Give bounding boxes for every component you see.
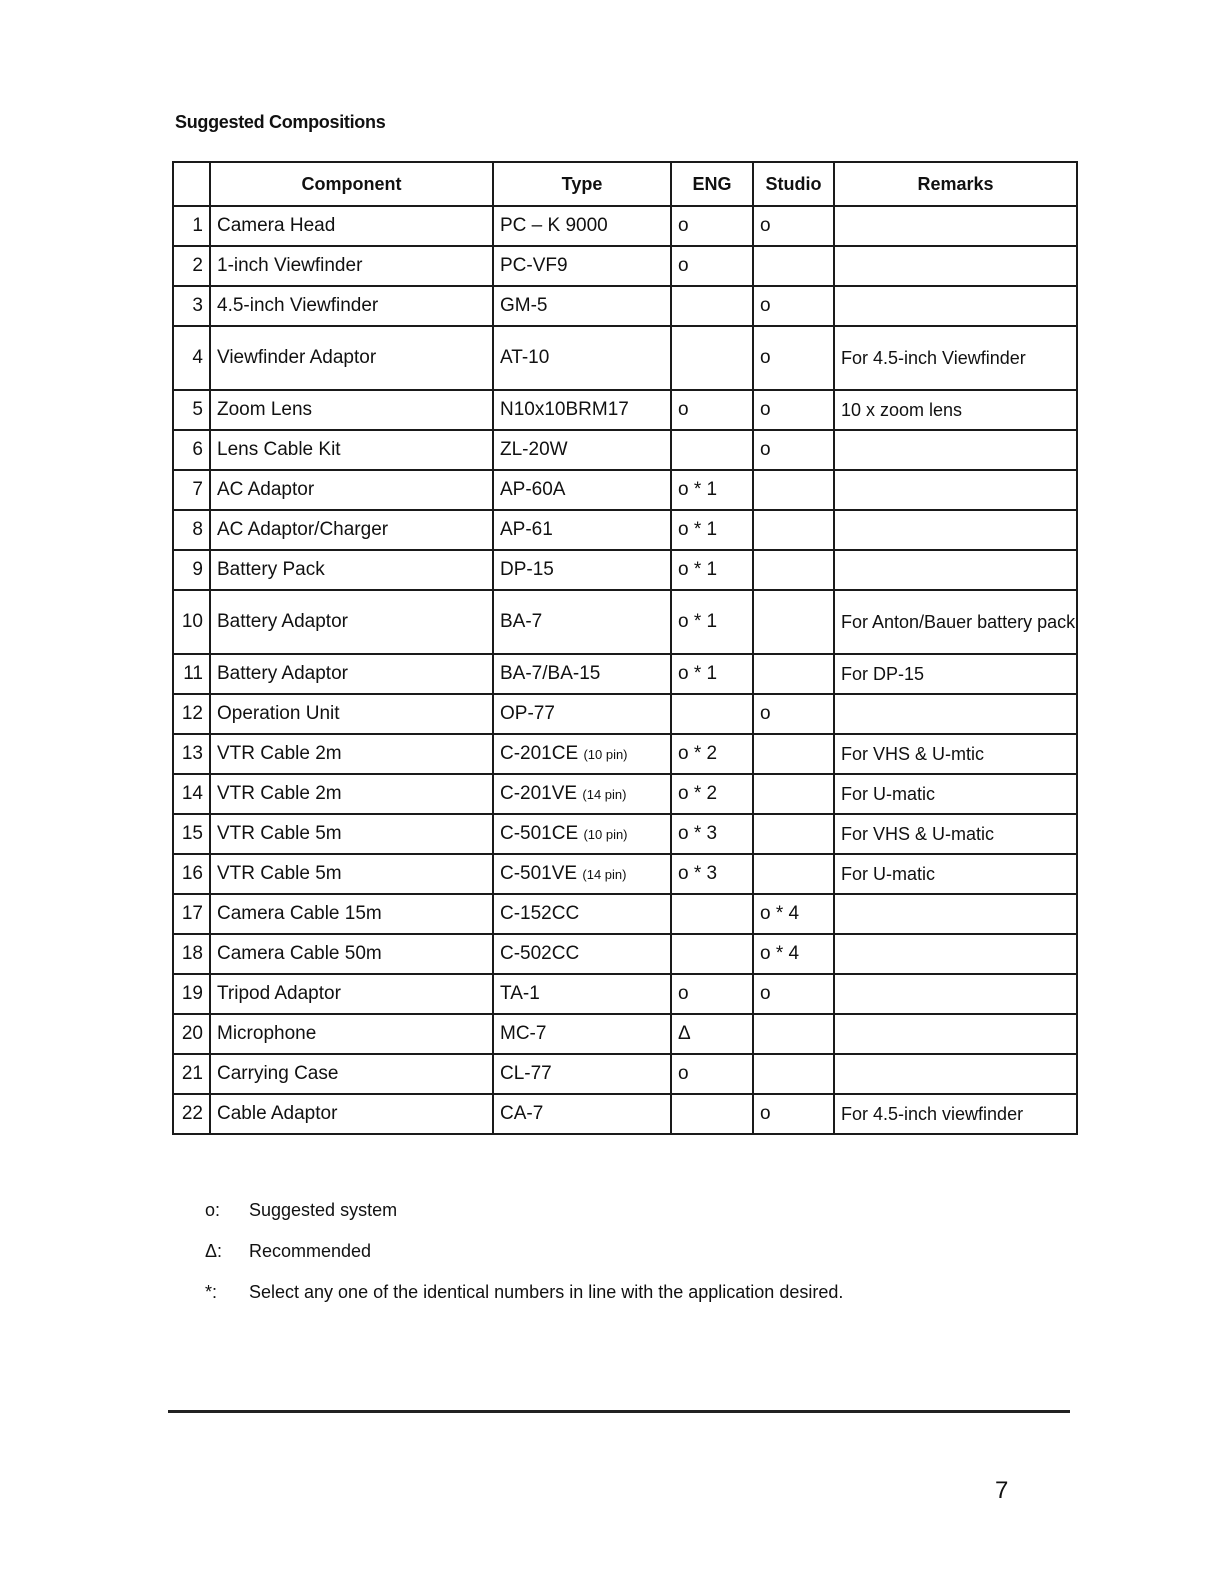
component-cell bbox=[210, 470, 493, 510]
eng-cell-text: o bbox=[678, 1063, 689, 1084]
eng-cell-text: o * 3 bbox=[678, 823, 718, 844]
remarks-cell-text: For U-matic bbox=[841, 863, 935, 884]
studio-cell bbox=[753, 1054, 834, 1094]
table-row bbox=[173, 974, 1077, 1014]
legend-text: Select any one of the identical numbers in line with the application desired. bbox=[249, 1282, 844, 1302]
component-cell bbox=[210, 246, 493, 286]
component-cell-text: Viewfinder Adaptor bbox=[217, 347, 377, 368]
component-cell bbox=[210, 854, 493, 894]
type-cell bbox=[493, 590, 671, 654]
eng-cell-text: o bbox=[678, 399, 689, 420]
type-cell bbox=[493, 470, 671, 510]
eng-cell bbox=[671, 246, 753, 286]
remarks-cell bbox=[834, 854, 1077, 894]
table-row bbox=[173, 470, 1077, 510]
type-cell bbox=[493, 246, 671, 286]
studio-cell-text: o bbox=[760, 703, 771, 724]
component-cell bbox=[210, 430, 493, 470]
component-cell-text: AC Adaptor bbox=[217, 479, 315, 500]
type-cell-text: C-201CE bbox=[500, 743, 579, 764]
header-component: Component bbox=[210, 162, 493, 206]
component-cell bbox=[210, 654, 493, 694]
remarks-cell-text: For U-matic bbox=[841, 783, 935, 804]
component-cell-text: Carrying Case bbox=[217, 1063, 339, 1084]
type-cell bbox=[493, 430, 671, 470]
row-number-text: 19 bbox=[181, 983, 203, 1004]
legend-symbol: o: bbox=[205, 1200, 221, 1220]
component-cell-text: 4.5-inch Viewfinder bbox=[217, 295, 379, 316]
remarks-cell bbox=[834, 894, 1077, 934]
row-number bbox=[173, 974, 210, 1014]
row-number-text: 10 bbox=[181, 611, 203, 632]
remarks-cell bbox=[834, 326, 1077, 390]
type-cell bbox=[493, 510, 671, 550]
remarks-cell bbox=[834, 654, 1077, 694]
component-cell-text: Tripod Adaptor bbox=[217, 983, 341, 1004]
row-number-text: 3 bbox=[192, 295, 203, 316]
studio-cell bbox=[753, 326, 834, 390]
legend-symbol: *: bbox=[205, 1282, 218, 1302]
studio-cell bbox=[753, 430, 834, 470]
component-cell-text: Operation Unit bbox=[217, 703, 340, 724]
type-cell-text: CL-77 bbox=[500, 1063, 552, 1084]
type-cell bbox=[493, 390, 671, 430]
row-number bbox=[173, 734, 210, 774]
table-row bbox=[173, 390, 1077, 430]
type-cell-text: OP-77 bbox=[500, 703, 555, 724]
type-cell bbox=[493, 550, 671, 590]
type-cell-text: PC – K 9000 bbox=[500, 215, 608, 236]
studio-cell bbox=[753, 1094, 834, 1134]
type-cell bbox=[493, 654, 671, 694]
component-cell bbox=[210, 590, 493, 654]
studio-cell bbox=[753, 470, 834, 510]
type-cell bbox=[493, 1014, 671, 1054]
pin-note: (10 pin) bbox=[583, 827, 628, 842]
eng-cell-text: Δ bbox=[678, 1023, 691, 1044]
table-row bbox=[173, 510, 1077, 550]
studio-cell bbox=[753, 854, 834, 894]
remarks-cell bbox=[834, 510, 1077, 550]
component-cell bbox=[210, 934, 493, 974]
remarks-cell bbox=[834, 470, 1077, 510]
component-cell bbox=[210, 774, 493, 814]
type-cell-text: ZL-20W bbox=[500, 439, 568, 460]
row-number bbox=[173, 694, 210, 734]
type-cell-text: CA-7 bbox=[500, 1103, 544, 1124]
row-number bbox=[173, 510, 210, 550]
row-number-text: 16 bbox=[181, 863, 203, 884]
legend-text: Recommended bbox=[249, 1241, 372, 1261]
studio-cell bbox=[753, 694, 834, 734]
type-cell-text: C-152CC bbox=[500, 903, 580, 924]
table-row bbox=[173, 654, 1077, 694]
component-cell bbox=[210, 974, 493, 1014]
row-number bbox=[173, 654, 210, 694]
studio-cell-text: o bbox=[760, 399, 771, 420]
type-cell bbox=[493, 1054, 671, 1094]
eng-cell-text: o * 2 bbox=[678, 783, 718, 804]
remarks-cell bbox=[834, 1014, 1077, 1054]
table-row bbox=[173, 694, 1077, 734]
row-number bbox=[173, 390, 210, 430]
component-cell-text: Battery Adaptor bbox=[217, 611, 348, 632]
type-cell-text: TA-1 bbox=[500, 983, 540, 1004]
type-cell bbox=[493, 814, 671, 854]
table-row bbox=[173, 934, 1077, 974]
remarks-cell bbox=[834, 430, 1077, 470]
component-cell bbox=[210, 206, 493, 246]
studio-cell bbox=[753, 814, 834, 854]
row-number bbox=[173, 814, 210, 854]
component-cell bbox=[210, 510, 493, 550]
eng-cell bbox=[671, 854, 753, 894]
row-number-text: 6 bbox=[192, 439, 203, 460]
row-number-text: 21 bbox=[181, 1063, 203, 1084]
component-cell-text: VTR Cable 2m bbox=[217, 783, 342, 804]
eng-cell bbox=[671, 934, 753, 974]
remarks-cell bbox=[834, 734, 1077, 774]
component-cell-text: Lens Cable Kit bbox=[217, 439, 341, 460]
component-cell bbox=[210, 894, 493, 934]
studio-cell bbox=[753, 654, 834, 694]
table-row bbox=[173, 326, 1077, 390]
studio-cell-text: o bbox=[760, 1103, 771, 1124]
type-cell-text: AP-60A bbox=[500, 479, 566, 500]
eng-cell bbox=[671, 1094, 753, 1134]
eng-cell bbox=[671, 206, 753, 246]
eng-cell bbox=[671, 734, 753, 774]
table-row bbox=[173, 590, 1077, 654]
remarks-cell-text: For 4.5-inch viewfinder bbox=[841, 1103, 1024, 1124]
component-cell-text: 1-inch Viewfinder bbox=[217, 255, 363, 276]
row-number bbox=[173, 246, 210, 286]
table-row bbox=[173, 550, 1077, 590]
type-cell bbox=[493, 286, 671, 326]
remarks-cell-text: For VHS & U-mtic bbox=[841, 743, 985, 764]
header-no bbox=[173, 162, 210, 206]
studio-cell bbox=[753, 774, 834, 814]
component-cell bbox=[210, 1094, 493, 1134]
legend-symbol: Δ: bbox=[205, 1241, 223, 1261]
row-number bbox=[173, 550, 210, 590]
pin-note: (14 pin) bbox=[582, 867, 627, 882]
studio-cell bbox=[753, 550, 834, 590]
row-number bbox=[173, 894, 210, 934]
studio-cell bbox=[753, 590, 834, 654]
eng-cell-text: o * 1 bbox=[678, 479, 718, 500]
eng-cell bbox=[671, 510, 753, 550]
remarks-cell bbox=[834, 934, 1077, 974]
row-number bbox=[173, 470, 210, 510]
row-number bbox=[173, 1054, 210, 1094]
eng-cell bbox=[671, 814, 753, 854]
row-number-text: 2 bbox=[192, 255, 203, 276]
table-row bbox=[173, 774, 1077, 814]
eng-cell-text: o bbox=[678, 255, 689, 276]
type-cell-text: MC-7 bbox=[500, 1023, 547, 1044]
eng-cell bbox=[671, 430, 753, 470]
row-number bbox=[173, 1014, 210, 1054]
row-number-text: 11 bbox=[183, 663, 203, 684]
type-cell-text: PC-VF9 bbox=[500, 255, 568, 276]
eng-cell bbox=[671, 470, 753, 510]
compositions-table bbox=[172, 161, 1078, 1135]
component-cell-text: Battery Adaptor bbox=[217, 663, 348, 684]
studio-cell-text: o bbox=[760, 295, 771, 316]
studio-cell bbox=[753, 286, 834, 326]
remarks-cell bbox=[834, 774, 1077, 814]
component-cell-text: Camera Cable 50m bbox=[217, 943, 382, 964]
eng-cell bbox=[671, 1054, 753, 1094]
table-row bbox=[173, 734, 1077, 774]
studio-cell bbox=[753, 734, 834, 774]
type-cell bbox=[493, 694, 671, 734]
studio-cell-text: o bbox=[760, 215, 771, 236]
row-number-text: 5 bbox=[192, 399, 203, 420]
remarks-cell-text: For Anton/Bauer battery pack bbox=[841, 611, 1076, 632]
remarks-cell bbox=[834, 206, 1077, 246]
remarks-cell-text: For 4.5-inch Viewfinder bbox=[841, 347, 1026, 368]
component-cell-text: AC Adaptor/Charger bbox=[217, 519, 389, 540]
component-cell-text: Zoom Lens bbox=[217, 399, 313, 420]
eng-cell bbox=[671, 694, 753, 734]
table-row bbox=[173, 814, 1077, 854]
type-cell-text: C-201VE bbox=[500, 783, 578, 804]
studio-cell-text: o * 4 bbox=[760, 903, 800, 924]
footer-rule bbox=[168, 1410, 1070, 1413]
component-cell bbox=[210, 1014, 493, 1054]
eng-cell bbox=[671, 1014, 753, 1054]
studio-cell bbox=[753, 974, 834, 1014]
studio-cell bbox=[753, 894, 834, 934]
table-row bbox=[173, 286, 1077, 326]
component-cell bbox=[210, 1054, 493, 1094]
eng-cell-text: o * 3 bbox=[678, 863, 718, 884]
eng-cell bbox=[671, 590, 753, 654]
table-row bbox=[173, 854, 1077, 894]
eng-cell bbox=[671, 326, 753, 390]
row-number-text: 14 bbox=[181, 783, 203, 804]
table-row bbox=[173, 894, 1077, 934]
row-number-text: 8 bbox=[192, 519, 203, 540]
component-cell-text: Camera Head bbox=[217, 215, 336, 236]
type-cell bbox=[493, 734, 671, 774]
type-cell bbox=[493, 1094, 671, 1134]
header-studio: Studio bbox=[753, 162, 834, 206]
type-cell-text: C-501CE bbox=[500, 823, 579, 844]
type-cell-text: BA-7 bbox=[500, 611, 543, 632]
remarks-cell bbox=[834, 814, 1077, 854]
table-row bbox=[173, 430, 1077, 470]
legend-item-select bbox=[205, 1282, 843, 1303]
type-cell-text: BA-7/BA-15 bbox=[500, 663, 601, 684]
type-cell-text: DP-15 bbox=[500, 559, 554, 580]
studio-cell-text: o bbox=[760, 439, 771, 460]
component-cell-text: VTR Cable 5m bbox=[217, 863, 342, 884]
remarks-cell-text: 10 x zoom lens bbox=[841, 399, 963, 420]
row-number-text: 15 bbox=[181, 823, 203, 844]
type-cell bbox=[493, 774, 671, 814]
studio-cell bbox=[753, 206, 834, 246]
component-cell-text: VTR Cable 2m bbox=[217, 743, 342, 764]
type-cell-text: AT-10 bbox=[500, 347, 550, 368]
type-cell-text: N10x10BRM17 bbox=[500, 399, 629, 420]
eng-cell-text: o * 1 bbox=[678, 519, 718, 540]
type-cell bbox=[493, 934, 671, 974]
pin-note: (14 pin) bbox=[582, 787, 627, 802]
studio-cell-text: o * 4 bbox=[760, 943, 800, 964]
header-eng: ENG bbox=[671, 162, 753, 206]
remarks-cell bbox=[834, 390, 1077, 430]
component-cell-text: VTR Cable 5m bbox=[217, 823, 342, 844]
pin-note: (10 pin) bbox=[583, 747, 628, 762]
studio-cell bbox=[753, 510, 834, 550]
eng-cell bbox=[671, 550, 753, 590]
table-row bbox=[173, 206, 1077, 246]
row-number bbox=[173, 934, 210, 974]
component-cell-text: Cable Adaptor bbox=[217, 1103, 338, 1124]
studio-cell-text: o bbox=[760, 347, 771, 368]
legend-text: Suggested system bbox=[249, 1200, 398, 1220]
table-row bbox=[173, 1054, 1077, 1094]
row-number-text: 20 bbox=[181, 1023, 203, 1044]
table-header-row bbox=[173, 162, 1077, 206]
row-number bbox=[173, 854, 210, 894]
row-number bbox=[173, 286, 210, 326]
type-cell-text: GM-5 bbox=[500, 295, 548, 316]
row-number-text: 1 bbox=[192, 215, 203, 236]
component-cell-text: Battery Pack bbox=[217, 559, 325, 580]
type-cell bbox=[493, 894, 671, 934]
table-row bbox=[173, 1014, 1077, 1054]
eng-cell bbox=[671, 974, 753, 1014]
row-number-text: 22 bbox=[181, 1103, 203, 1124]
component-cell bbox=[210, 286, 493, 326]
remarks-cell bbox=[834, 694, 1077, 734]
row-number-text: 18 bbox=[181, 943, 203, 964]
component-cell bbox=[210, 814, 493, 854]
row-number-text: 12 bbox=[181, 703, 203, 724]
row-number bbox=[173, 430, 210, 470]
row-number bbox=[173, 590, 210, 654]
row-number-text: 4 bbox=[192, 347, 203, 368]
component-cell bbox=[210, 390, 493, 430]
eng-cell-text: o * 1 bbox=[678, 611, 718, 632]
component-cell bbox=[210, 734, 493, 774]
header-type: Type bbox=[493, 162, 671, 206]
remarks-cell bbox=[834, 590, 1077, 654]
component-cell bbox=[210, 694, 493, 734]
row-number bbox=[173, 774, 210, 814]
studio-cell-text: o bbox=[760, 983, 771, 1004]
type-cell-text: C-501VE bbox=[500, 863, 578, 884]
page-number: 7 bbox=[995, 1477, 1009, 1504]
legend-item-recommended bbox=[205, 1241, 371, 1262]
type-cell-text: AP-61 bbox=[500, 519, 553, 540]
eng-cell-text: o * 1 bbox=[678, 663, 718, 684]
eng-cell bbox=[671, 390, 753, 430]
eng-cell-text: o * 1 bbox=[678, 559, 718, 580]
eng-cell bbox=[671, 286, 753, 326]
table-row bbox=[173, 1094, 1077, 1134]
row-number bbox=[173, 206, 210, 246]
row-number bbox=[173, 1094, 210, 1134]
type-cell bbox=[493, 974, 671, 1014]
page-title: Suggested Compositions bbox=[175, 112, 386, 132]
eng-cell bbox=[671, 774, 753, 814]
row-number bbox=[173, 326, 210, 390]
component-cell bbox=[210, 550, 493, 590]
component-cell-text: Microphone bbox=[217, 1023, 317, 1044]
component-cell-text: Camera Cable 15m bbox=[217, 903, 382, 924]
studio-cell bbox=[753, 934, 834, 974]
header-remarks: Remarks bbox=[834, 162, 1077, 206]
eng-cell-text: o * 2 bbox=[678, 743, 718, 764]
studio-cell bbox=[753, 390, 834, 430]
row-number-text: 7 bbox=[192, 479, 203, 500]
legend-item-suggested bbox=[205, 1200, 397, 1221]
row-number-text: 9 bbox=[192, 559, 203, 580]
eng-cell bbox=[671, 654, 753, 694]
type-cell-text: C-502CC bbox=[500, 943, 580, 964]
remarks-cell-text: For VHS & U-matic bbox=[841, 823, 995, 844]
type-cell bbox=[493, 206, 671, 246]
remarks-cell bbox=[834, 974, 1077, 1014]
row-number-text: 13 bbox=[181, 743, 203, 764]
eng-cell-text: o bbox=[678, 983, 689, 1004]
remarks-cell-text: For DP-15 bbox=[841, 663, 925, 684]
remarks-cell bbox=[834, 286, 1077, 326]
remarks-cell bbox=[834, 1094, 1077, 1134]
row-number-text: 17 bbox=[181, 903, 203, 924]
studio-cell bbox=[753, 246, 834, 286]
table-row bbox=[173, 246, 1077, 286]
eng-cell bbox=[671, 894, 753, 934]
type-cell bbox=[493, 854, 671, 894]
remarks-cell bbox=[834, 1054, 1077, 1094]
type-cell bbox=[493, 326, 671, 390]
remarks-cell bbox=[834, 246, 1077, 286]
studio-cell bbox=[753, 1014, 834, 1054]
eng-cell-text: o bbox=[678, 215, 689, 236]
component-cell bbox=[210, 326, 493, 390]
remarks-cell bbox=[834, 550, 1077, 590]
